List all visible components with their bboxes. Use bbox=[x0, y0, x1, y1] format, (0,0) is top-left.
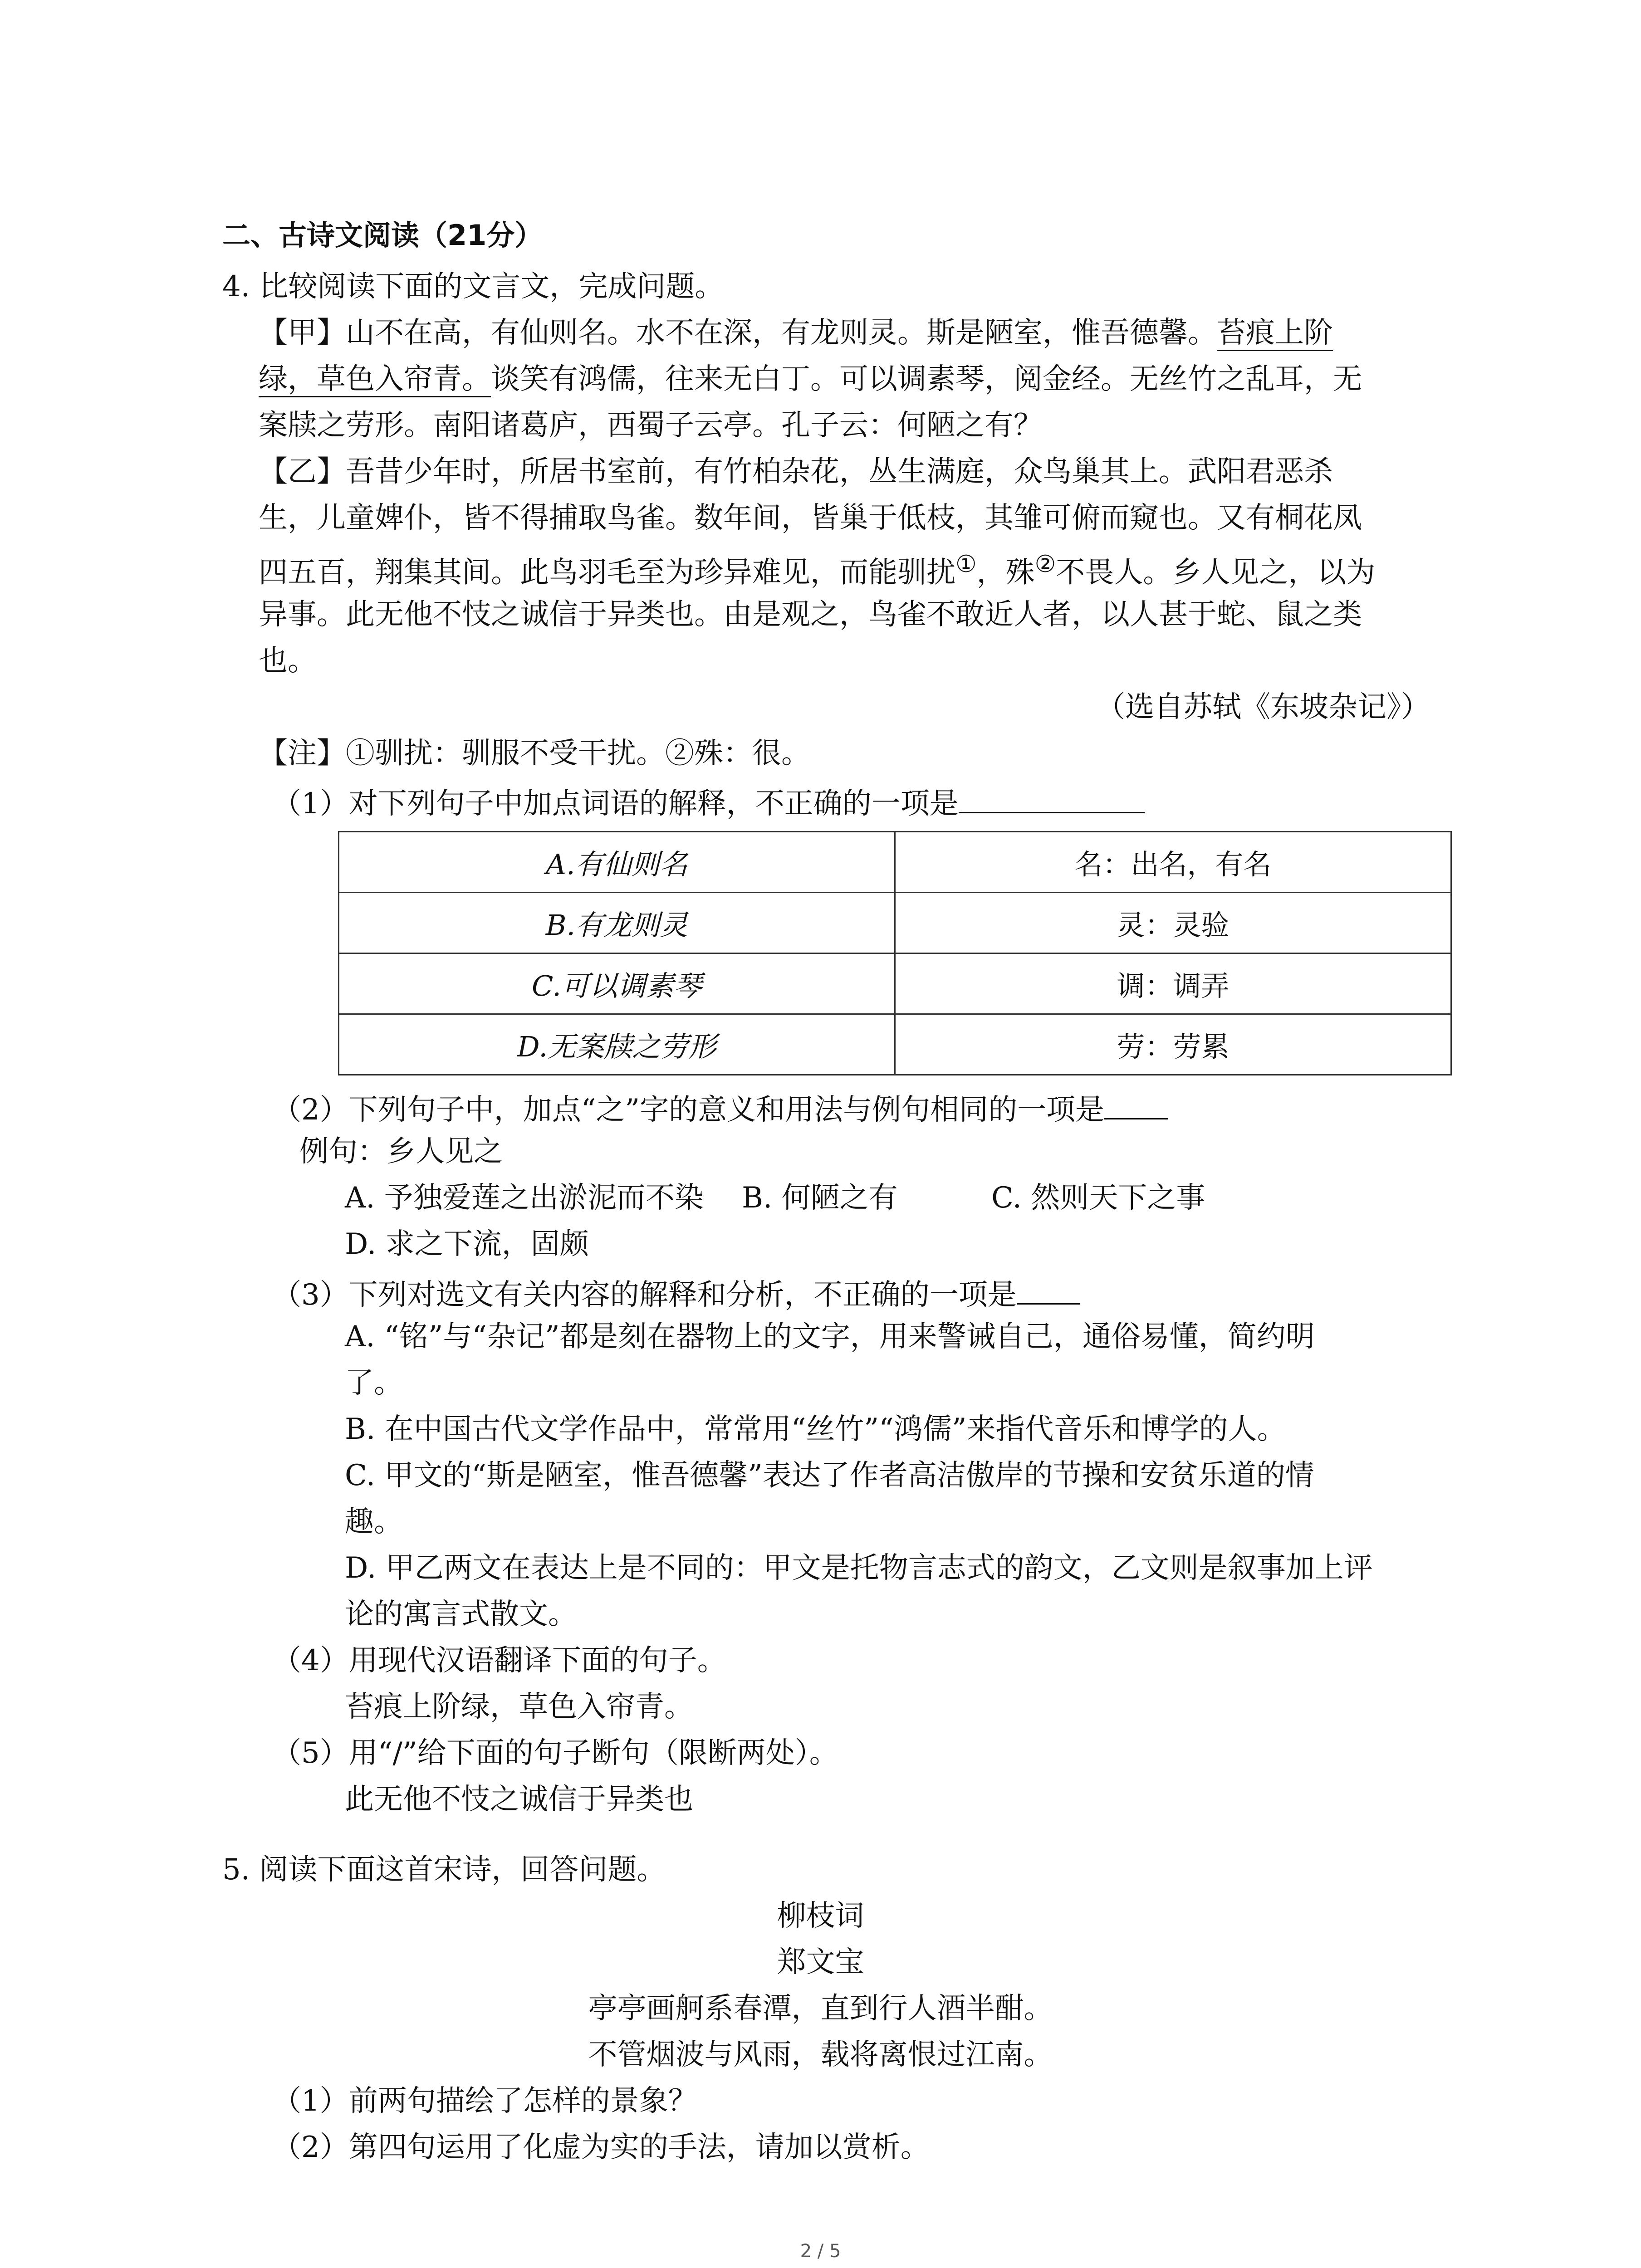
q5-sub1: （1）前两句描绘了怎样的景象？ bbox=[272, 2084, 697, 2118]
jia-line-3: 案牍之劳形。南阳诸葛庐，西蜀子云亭。孔子云：何陋之有？ bbox=[259, 409, 1043, 442]
q4-sub3-option-d: D. 甲乙两文在表达上是不同的：甲文是托物言志式的韵文，乙文则是叙事加上评 bbox=[345, 1551, 1373, 1585]
q4-sub5-sentence: 此无他不忮之诚信于异类也 bbox=[345, 1783, 693, 1816]
table-row bbox=[339, 893, 1451, 953]
poem-author: 郑文宝 bbox=[777, 1945, 864, 1979]
poem-line-2: 不管烟波与风雨，载将离恨过江南。 bbox=[588, 2038, 1053, 2072]
option-b-phrase: B.有龙则灵 bbox=[339, 893, 895, 953]
q4-sub3-option-b: B. 在中国古代文学作品中，常常用“丝竹”“鸿儒”来指代音乐和博学的人。 bbox=[345, 1413, 1286, 1446]
yi-text: 不畏人。乡人见之，以为 bbox=[1056, 556, 1376, 590]
q4-sub2-text: （2）下列句子中，加点“之”字的意义和用法与例句相同的一项是 bbox=[272, 1093, 1105, 1127]
yi-text: ，殊 bbox=[976, 556, 1035, 590]
q4-sub2-prompt bbox=[272, 1091, 1168, 1127]
yi-text: 四五百，翔集其间。此鸟羽毛至为珍异难见，而能驯扰 bbox=[259, 556, 955, 590]
q4-sub2-option-b: B. 何陋之有 bbox=[742, 1181, 898, 1215]
q4-sub1-prompt bbox=[272, 785, 1145, 821]
poem-title: 柳枝词 bbox=[777, 1899, 864, 1933]
jia-text: 【甲】山不在高，有仙则名。水不在深，有龙则灵。斯是陋室，惟吾德馨。 bbox=[259, 316, 1217, 350]
yi-line-1: 【乙】吾昔少年时，所居书室前，有竹柏杂花，丛生满庭，众鸟巢其上。武阳君恶杀 bbox=[259, 455, 1333, 489]
q4-sub3-option-a: A. “铭”与“杂记”都是刻在器物上的文字，用来警诫自己，通俗易懂，简约明 bbox=[345, 1320, 1315, 1354]
option-a-explanation: 名：出名，有名 bbox=[895, 832, 1451, 893]
answer-blank[interactable] bbox=[1104, 1091, 1168, 1119]
poem-line-1: 亭亭画舸系春潭，直到行人酒半酣。 bbox=[588, 1992, 1053, 2025]
table-row bbox=[339, 953, 1451, 1014]
q4-stem: 4. 比较阅读下面的文言文，完成问题。 bbox=[222, 270, 724, 303]
q4-sub2-option-a: A. 予独爱莲之出淤泥而不染 bbox=[345, 1181, 704, 1215]
q4-sub4-sentence: 苔痕上阶绿，草色入帘青。 bbox=[345, 1690, 693, 1724]
option-a-phrase: A.有仙则名 bbox=[339, 832, 895, 893]
option-b-explanation: 灵：灵验 bbox=[895, 893, 1451, 953]
option-c-phrase: C.可以调素琴 bbox=[339, 953, 895, 1014]
jia-line-1 bbox=[259, 316, 1333, 350]
note-marker-2: ② bbox=[1034, 551, 1056, 578]
table-row bbox=[339, 832, 1451, 893]
q5-stem: 5. 阅读下面这首宋诗，回答问题。 bbox=[222, 1853, 666, 1887]
q4-sub3-option-a-cont: 了。 bbox=[345, 1366, 403, 1400]
note-marker-1: ① bbox=[955, 551, 977, 578]
yi-line-5: 也。 bbox=[259, 644, 317, 678]
q4-sub1-text: （1）对下列句子中加点词语的解释，不正确的一项是 bbox=[272, 787, 959, 821]
q4-sub3-option-c-cont: 趣。 bbox=[345, 1505, 403, 1539]
yi-line-2: 生，儿童婢仆，皆不得捕取鸟雀。数年间，皆巢于低枝，其雏可俯而窥也。又有桐花凤 bbox=[259, 501, 1362, 535]
source-citation: （选自苏轼《东坡杂记》） bbox=[1096, 690, 1430, 724]
q4-sub3-prompt bbox=[272, 1276, 1080, 1310]
yi-line-4: 异事。此无他不忮之诚信于异类也。由是观之，鸟雀不敢近人者，以人甚于蛇、鼠之类 bbox=[259, 598, 1362, 631]
option-d-explanation: 劳：劳累 bbox=[895, 1014, 1451, 1075]
q4-sub3-option-d-cont: 论的寓言式散文。 bbox=[345, 1598, 577, 1631]
section-title: 二、古诗文阅读（21分） bbox=[222, 219, 543, 252]
page-number: 2 / 5 bbox=[800, 2241, 841, 2262]
q4-sub3-option-c: C. 甲文的“斯是陋室，惟吾德馨”表达了作者高洁傲岸的节操和安贫乐道的情 bbox=[345, 1459, 1314, 1492]
table-row bbox=[339, 1014, 1451, 1075]
jia-underlined-text: 苔痕上阶 bbox=[1217, 316, 1333, 350]
answer-blank[interactable] bbox=[959, 785, 1145, 813]
yi-line-3 bbox=[259, 551, 1376, 590]
q5-sub2: （2）第四句运用了化虚为实的手法，请加以赏析。 bbox=[272, 2131, 930, 2164]
footnote: 【注】①驯扰：驯服不受干扰。②殊：很。 bbox=[259, 737, 810, 770]
answer-blank[interactable] bbox=[1017, 1276, 1080, 1305]
q4-sub2-option-c: C. 然则天下之事 bbox=[991, 1181, 1205, 1215]
q4-sub2-option-d: D. 求之下流，固颇 bbox=[345, 1227, 589, 1261]
q4-sub5-prompt: （5）用“/”给下面的句子断句（限断两处）。 bbox=[272, 1736, 838, 1770]
q4-sub2-example: 例句：乡人见之 bbox=[299, 1135, 503, 1168]
jia-text: 谈笑有鸿儒，往来无白丁。可以调素琴，阅金经。无丝竹之乱耳，无 bbox=[491, 362, 1362, 396]
option-c-explanation: 调：调弄 bbox=[895, 953, 1451, 1014]
q4-sub4-prompt: （4）用现代汉语翻译下面的句子。 bbox=[272, 1644, 726, 1677]
options-table bbox=[338, 831, 1452, 1075]
jia-line-2 bbox=[259, 362, 1362, 396]
option-d-phrase: D.无案牍之劳形 bbox=[339, 1014, 895, 1075]
jia-underlined-text: 绿，草色入帘青。 bbox=[259, 362, 491, 396]
q4-sub3-text: （3）下列对选文有关内容的解释和分析，不正确的一项是 bbox=[272, 1278, 1017, 1312]
